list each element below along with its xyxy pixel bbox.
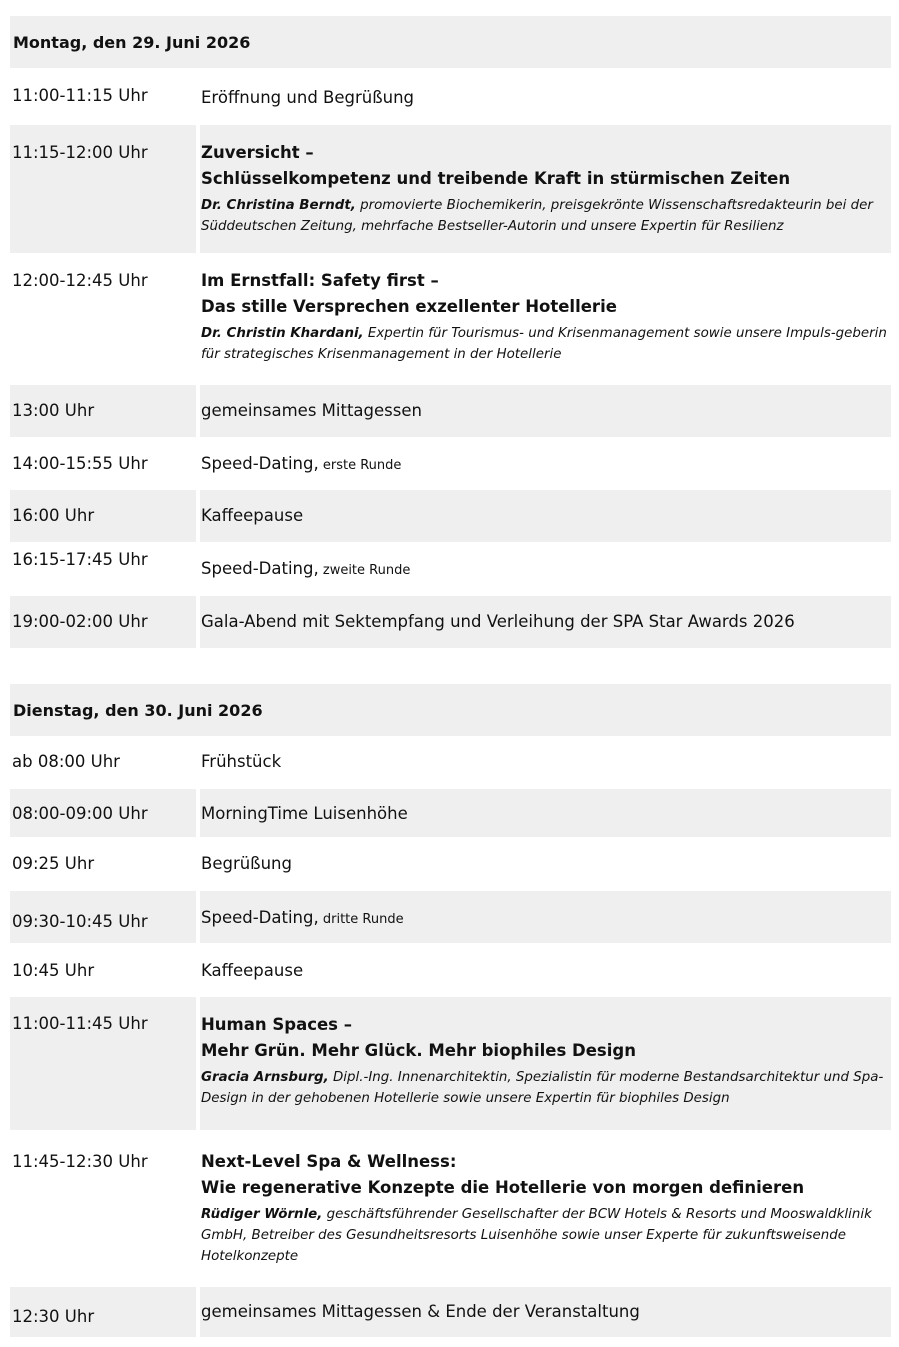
schedule-row xyxy=(10,1132,891,1285)
session-title: Im Ernstfall: Safety first – xyxy=(201,271,439,290)
schedule-row xyxy=(10,1287,891,1337)
time-label: ab 08:00 Uhr xyxy=(12,752,120,771)
time-label: 13:00 Uhr xyxy=(12,401,95,420)
content-cell xyxy=(200,944,891,996)
time-cell xyxy=(10,838,196,890)
session-title: gemeinsames Mittagessen & Ende der Veranstaltung xyxy=(201,1302,640,1321)
speaker-info xyxy=(201,195,891,237)
speaker-info xyxy=(201,323,891,365)
speaker-name: Gracia Arnsburg, xyxy=(201,1070,329,1085)
time-label: 11:15-12:00 Uhr xyxy=(12,143,148,162)
session-note: zweite Runde xyxy=(318,563,411,578)
schedule-row xyxy=(10,997,891,1130)
time-label: 11:45-12:30 Uhr xyxy=(12,1152,148,1171)
time-cell xyxy=(10,253,196,383)
content-cell xyxy=(200,596,891,648)
time-label: 12:00-12:45 Uhr xyxy=(12,271,148,290)
schedule-row xyxy=(10,596,891,648)
time-cell xyxy=(10,789,196,837)
speaker-info xyxy=(201,1067,891,1109)
time-cell xyxy=(10,385,196,437)
session-note: dritte Runde xyxy=(318,912,404,927)
content-cell xyxy=(200,891,891,943)
session-title: Speed-Dating, xyxy=(201,454,319,473)
session-title: Zuversicht – xyxy=(201,143,314,162)
time-cell xyxy=(10,1132,196,1285)
time-label: 16:00 Uhr xyxy=(12,506,95,525)
time-cell xyxy=(10,997,196,1130)
session-title: Frühstück xyxy=(201,752,282,771)
time-cell xyxy=(10,596,196,648)
schedule-row xyxy=(10,737,891,788)
session-subtitle: Wie regenerative Konzepte die Hotellerie von morgen definieren xyxy=(201,1178,805,1197)
content-cell xyxy=(200,737,891,788)
session-subtitle: Mehr Grün. Mehr Glück. Mehr biophiles Design xyxy=(201,1041,636,1060)
content-cell xyxy=(200,1132,891,1285)
speaker-description: promovierte Biochemikerin, preisgekrönte Wissenschaftsredakteurin bei der Süddeutschen Zeitung, mehrfache Bestseller-Autorin und unsere Expertin für Resilienz xyxy=(201,198,873,234)
time-label: 14:00-15:55 Uhr xyxy=(12,454,148,473)
speaker-name: Dr. Christin Khardani, xyxy=(201,326,364,341)
time-cell xyxy=(10,543,196,596)
session-subtitle: Schlüsselkompetenz und treibende Kraft in stürmischen Zeiten xyxy=(201,169,791,188)
time-label: 16:15-17:45 Uhr xyxy=(12,550,148,569)
content-cell xyxy=(200,997,891,1130)
session-subtitle: Das stille Versprechen exzellenter Hotellerie xyxy=(201,297,617,316)
session-title: Gala-Abend mit Sektempfang und Verleihung der SPA Star Awards 2026 xyxy=(201,612,795,631)
session-title: MorningTime Luisenhöhe xyxy=(201,804,408,823)
content-cell xyxy=(200,253,891,383)
schedule-row xyxy=(10,944,891,996)
time-cell xyxy=(10,891,196,943)
content-cell xyxy=(200,70,891,125)
speaker-description: geschäftsführender Gesellschafter der BCW Hotels & Resorts und Mooswaldklinik GmbH, Betreiber des Gesundheitsresorts Luisenhöhe sowie unser Experte für zukunftsweisende Hotelkonzepte xyxy=(201,1207,872,1264)
day-header-tuesday xyxy=(10,684,891,736)
time-label: 09:30-10:45 Uhr xyxy=(12,912,148,931)
schedule-row xyxy=(10,70,891,125)
schedule-row xyxy=(10,253,891,383)
time-cell xyxy=(10,438,196,490)
time-label: 11:00-11:15 Uhr xyxy=(12,86,148,105)
schedule-row xyxy=(10,543,891,596)
content-cell xyxy=(200,490,891,542)
session-note: erste Runde xyxy=(318,458,402,473)
time-label: 08:00-09:00 Uhr xyxy=(12,804,148,823)
speaker-description: Dipl.-Ing. Innenarchitektin, Spezialistin für moderne Bestandsarchitektur und Spa-Design in der gehobenen Hotellerie sowie unsere Expertin für biophiles Design xyxy=(201,1070,884,1106)
speaker-info xyxy=(201,1204,891,1267)
content-cell xyxy=(200,838,891,890)
content-cell xyxy=(200,125,891,253)
time-cell xyxy=(10,737,196,788)
day-title: Montag, den 29. Juni 2026 xyxy=(13,32,251,52)
content-cell xyxy=(200,789,891,837)
schedule-row xyxy=(10,385,891,437)
session-title: Kaffeepause xyxy=(201,961,304,980)
time-cell xyxy=(10,944,196,996)
content-cell xyxy=(200,385,891,437)
session-title: Next-Level Spa & Wellness: xyxy=(201,1152,457,1171)
time-cell xyxy=(10,1287,196,1337)
schedule-row xyxy=(10,490,891,542)
time-cell xyxy=(10,490,196,542)
session-title: Human Spaces – xyxy=(201,1015,352,1034)
day-header-monday xyxy=(10,16,891,68)
speaker-description: Expertin für Tourismus- und Krisenmanagement sowie unsere Impuls-geberin für strategisches Krisenmanagement in der Hotellerie xyxy=(201,326,887,362)
time-cell xyxy=(10,125,196,253)
time-label: 12:30 Uhr xyxy=(12,1307,95,1326)
session-title: Begrüßung xyxy=(201,854,292,873)
session-title: Kaffeepause xyxy=(201,506,304,525)
content-cell xyxy=(200,438,891,490)
session-title: gemeinsames Mittagessen xyxy=(201,401,422,420)
content-cell xyxy=(200,543,891,596)
time-label: 11:00-11:45 Uhr xyxy=(12,1014,148,1033)
session-title: Eröffnung und Begrüßung xyxy=(201,88,415,107)
session-title: Speed-Dating, xyxy=(201,908,319,927)
content-cell xyxy=(200,1287,891,1337)
day-title: Dienstag, den 30. Juni 2026 xyxy=(13,700,263,720)
schedule-row xyxy=(10,789,891,837)
schedule-row xyxy=(10,838,891,890)
schedule-row xyxy=(10,125,891,253)
speaker-name: Rüdiger Wörnle, xyxy=(201,1207,323,1222)
time-label: 09:25 Uhr xyxy=(12,854,95,873)
time-label: 10:45 Uhr xyxy=(12,961,95,980)
time-label: 19:00-02:00 Uhr xyxy=(12,612,148,631)
schedule-row xyxy=(10,891,891,943)
session-title: Speed-Dating, xyxy=(201,559,319,578)
time-cell xyxy=(10,70,196,125)
speaker-name: Dr. Christina Berndt, xyxy=(201,198,356,213)
schedule-row xyxy=(10,438,891,490)
